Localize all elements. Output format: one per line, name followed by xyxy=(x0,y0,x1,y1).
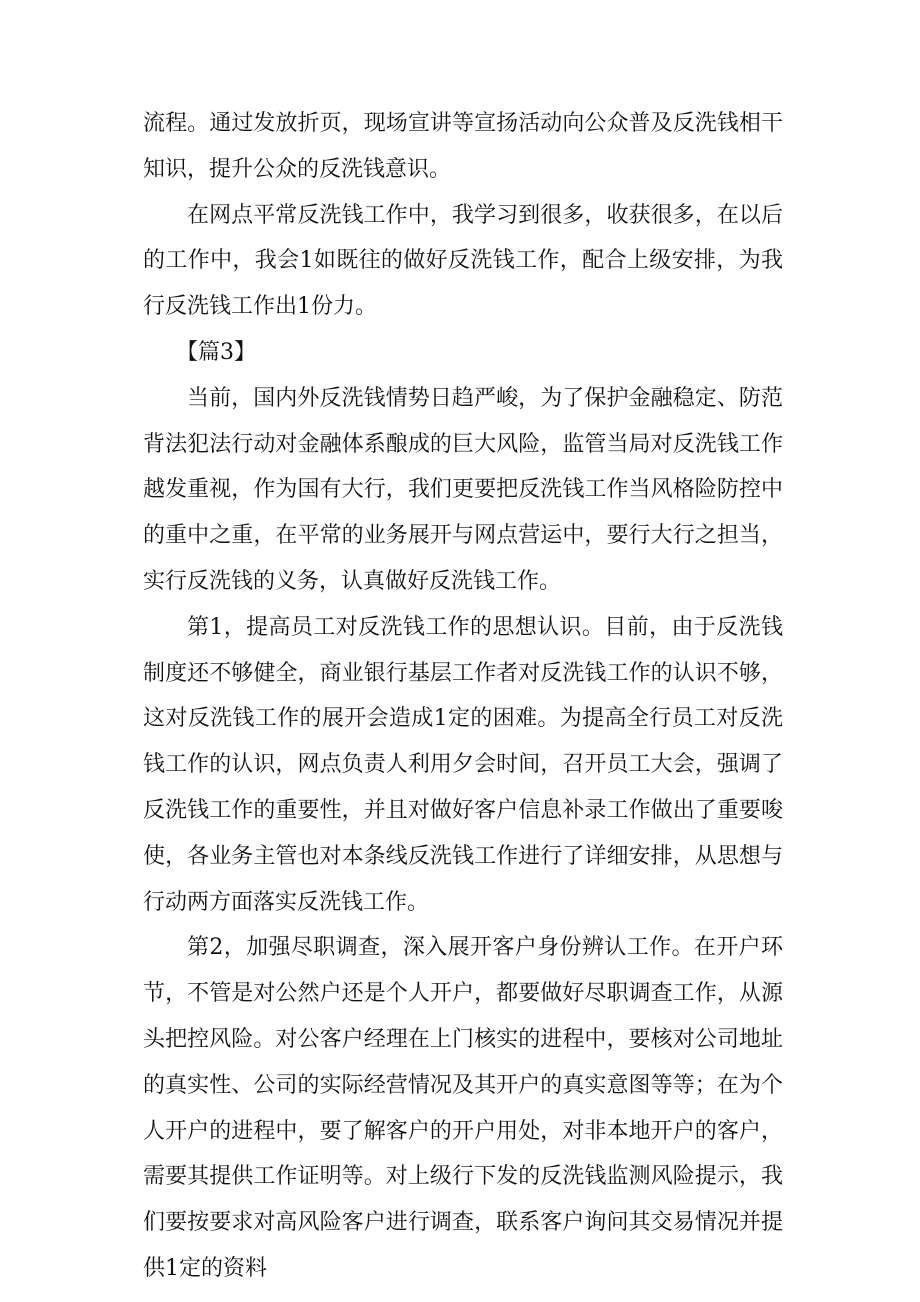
paragraph-intro: 当前，国内外反洗钱情势日趋严峻，为了保护金融稳定、防范背法犯法行动对金融体系酿成的巨大风险，监管当局对反洗钱工作越发重视，作为国有大行，我们更要把反洗钱工作当风格险防控中的重中之重，在平常的业务展开与网点营运中，要行大行之担当，实行反洗钱的义务，认真做好反洗钱工作。 xyxy=(143,385,783,594)
paragraph-continuation: 流程。通过发放折页，现场宣讲等宣扬活动向公众普及反洗钱相干知识，提升公众的反洗钱意识。 xyxy=(143,111,783,182)
document-body xyxy=(143,101,783,1292)
paragraph-point-2: 第2，加强尽职调查，深入展开客户身份辨认工作。在开户环节，不管是对公然户还是个人开户，都要做好尽职调查工作，从源头把控风险。对公客户经理在上门核实的进程中，要核对公司地址的真实性、公司的实际经营情况及其开户的真实意图等等；在为个人开户的进程中，要了解客户的开户用处，对非本地开户的客户，需要其提供工作证明等。对上级行下发的反洗钱监测风险提示，我们要按要求对高风险客户进行调查，联系客户询问其交易情况并提供1定的资料 xyxy=(143,935,783,1281)
paragraph-point-1: 第1，提高员工对反洗钱工作的思想认识。目前，由于反洗钱制度还不够健全，商业银行基层工作者对反洗钱工作的认识不够，这对反洗钱工作的展开会造成1定的困难。为提高全行员工对反洗钱工作的认识，网点负责人利用夕会时间，召开员工大会，强调了反洗钱工作的重要性，并且对做好客户信息补录工作做出了重要唆使，各业务主管也对本条线反洗钱工作进行了详细安排，从思想与行动两方面落实反洗钱工作。 xyxy=(143,614,783,915)
paragraph-reflection: 在网点平常反洗钱工作中，我学习到很多，收获很多，在以后的工作中，我会1如既往的做好反洗钱工作，配合上级安排，为我行反洗钱工作出1份力。 xyxy=(143,202,783,320)
section-heading: 【篇3】 xyxy=(176,339,256,365)
